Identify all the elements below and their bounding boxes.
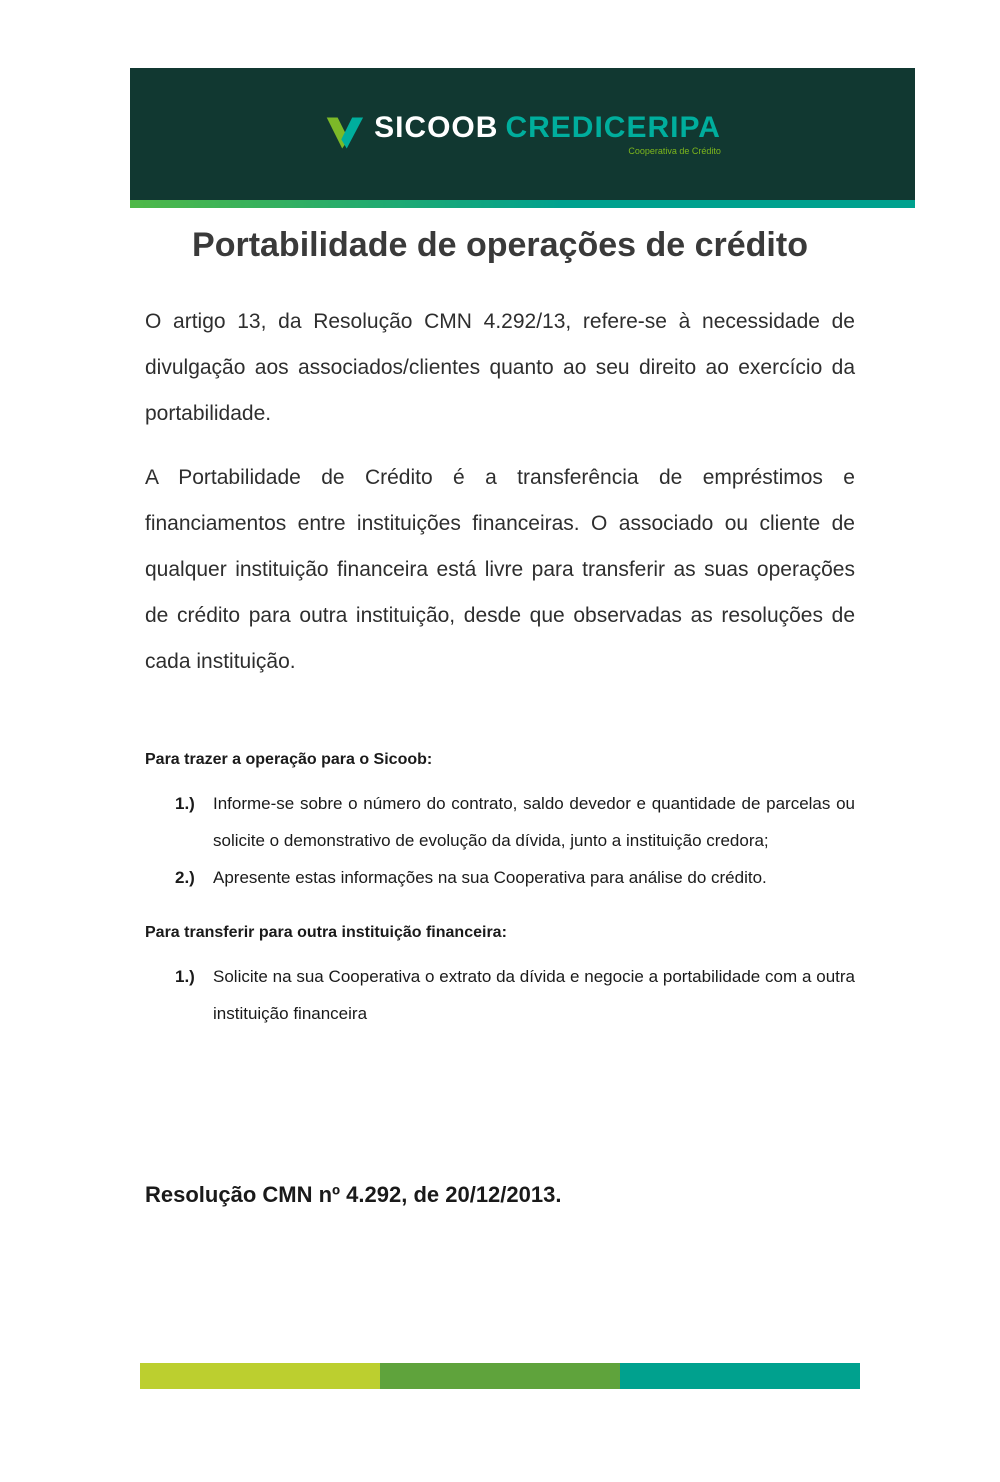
footer-bar-segment-teal <box>620 1363 860 1389</box>
page-title: Portabilidade de operações de crédito <box>192 226 808 264</box>
section-heading-sicoob: Para trazer a operação para o Sicoob: <box>145 751 433 768</box>
document-page <box>0 68 1000 1482</box>
list-item-number: 1.) <box>175 794 195 813</box>
brand-name-sicoob: SICOOB <box>374 110 499 144</box>
footer-bar-segment-green <box>380 1363 620 1389</box>
section-heading-transfer: Para transferir para outra instituição financeira: <box>145 924 507 941</box>
footer-color-bar <box>140 1363 860 1389</box>
numbered-list <box>145 958 855 1032</box>
list-item-text: Solicite na sua Cooperativa o extrato da dívida e negocie a portabilidade com a outra instituição financeira <box>213 967 855 1023</box>
list-item <box>175 958 855 1032</box>
header-banner <box>130 68 915 200</box>
header-accent-strip <box>130 200 915 208</box>
brand-logo <box>324 110 721 156</box>
list-item <box>175 859 855 896</box>
list-item <box>175 785 855 859</box>
list-item-text: Apresente estas informações na sua Cooperativa para análise do crédito. <box>213 868 767 887</box>
footer-bar-segment-lightgreen <box>140 1363 380 1389</box>
brand-wordmark <box>374 110 721 156</box>
brand-name-crediceripa: CREDICERIPA <box>505 110 721 144</box>
paragraph: O artigo 13, da Resolução CMN 4.292/13, refere-se à necessidade de divulgação aos associados/clientes quanto ao seu direito ao exercício da portabilidade. <box>145 310 855 425</box>
document-body <box>145 299 855 1208</box>
resolution-note: Resolução CMN nº 4.292, de 20/12/2013. <box>145 1182 562 1207</box>
brand-tagline: Cooperativa de Crédito <box>628 145 721 156</box>
list-item-text: Informe-se sobre o número do contrato, saldo devedor e quantidade de parcelas ou solicite o demonstrativo de evolução da dívida, junto a instituição credora; <box>213 794 855 850</box>
list-item-number: 1.) <box>175 967 195 986</box>
paragraph: A Portabilidade de Crédito é a transferência de empréstimos e financiamentos entre instituições financeiras. O associado ou cliente de qualquer instituição financeira está livre para transferir as suas operações de crédito para outra instituição, desde que observadas as resoluções de cada instituição. <box>145 466 855 673</box>
numbered-list <box>145 785 855 896</box>
sicoob-v-icon <box>324 115 364 151</box>
list-item-number: 2.) <box>175 868 195 887</box>
